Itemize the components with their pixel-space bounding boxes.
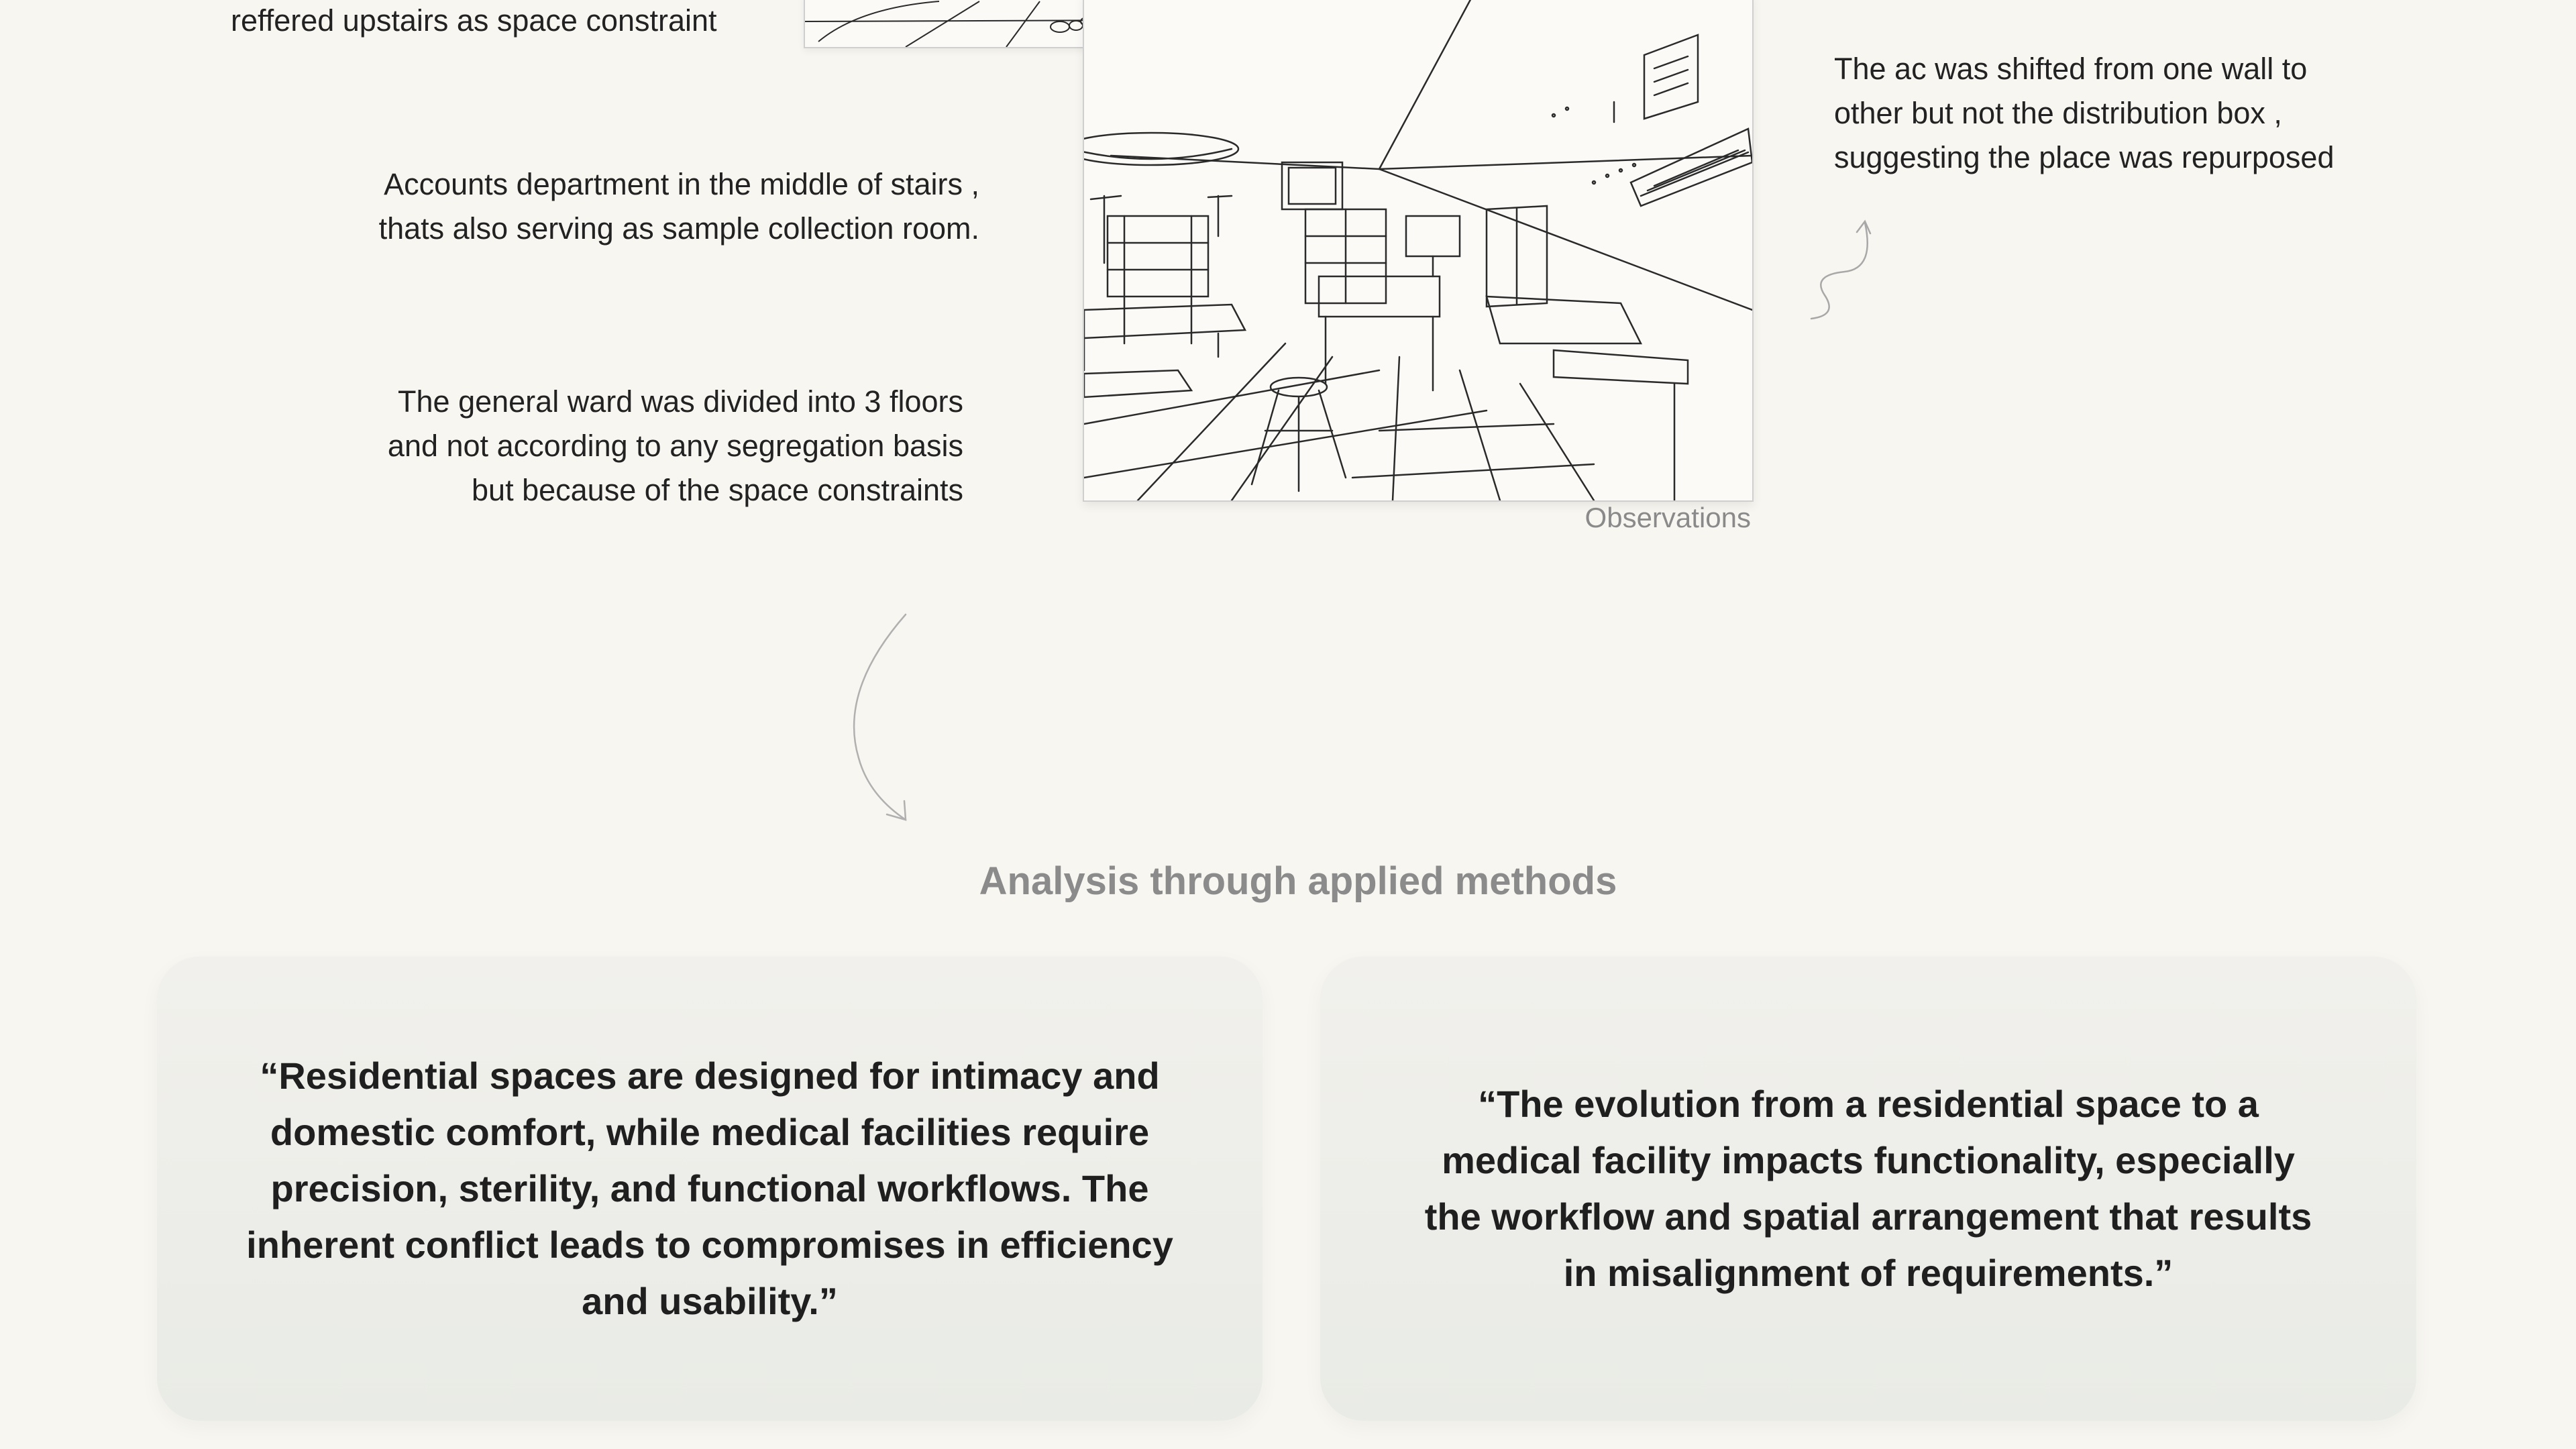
section-title: Analysis through applied methods: [979, 859, 1617, 903]
curved-down-arrow-icon: [839, 610, 919, 825]
note-space-constraint: reffered upstairs as space constraint: [231, 3, 717, 38]
curly-arrow-icon: [1798, 215, 1892, 329]
sketch-caption: Observations: [1585, 502, 1751, 533]
quote-card-residential: [157, 957, 1263, 1421]
clinic-interior-sketch: [1083, 0, 1754, 502]
quote-text: “The evolution from a residential space to a medical facility impacts functionality, especially the workflow and spatial arrangement that results in misalignment of requirements.”: [1424, 1083, 2312, 1294]
note-general-ward: The general ward was divided into 3 floors and not according to any segregation basis but because of the space constraints: [387, 384, 963, 507]
quote-text: “Residential spaces are designed for intimacy and domestic comfort, while medical facilities require precision, sterility, and functional workflows. The inherent conflict leads to compromises in efficiency and usability.”: [246, 1055, 1173, 1322]
note-accounts-department: Accounts department in the middle of stairs , thats also serving as sample collection room.: [378, 167, 979, 246]
note-ac-shift: The ac was shifted from one wall to other but not the distribution box , suggesting the place was repurposed: [1834, 52, 2334, 174]
quote-card-evolution: [1320, 957, 2416, 1421]
